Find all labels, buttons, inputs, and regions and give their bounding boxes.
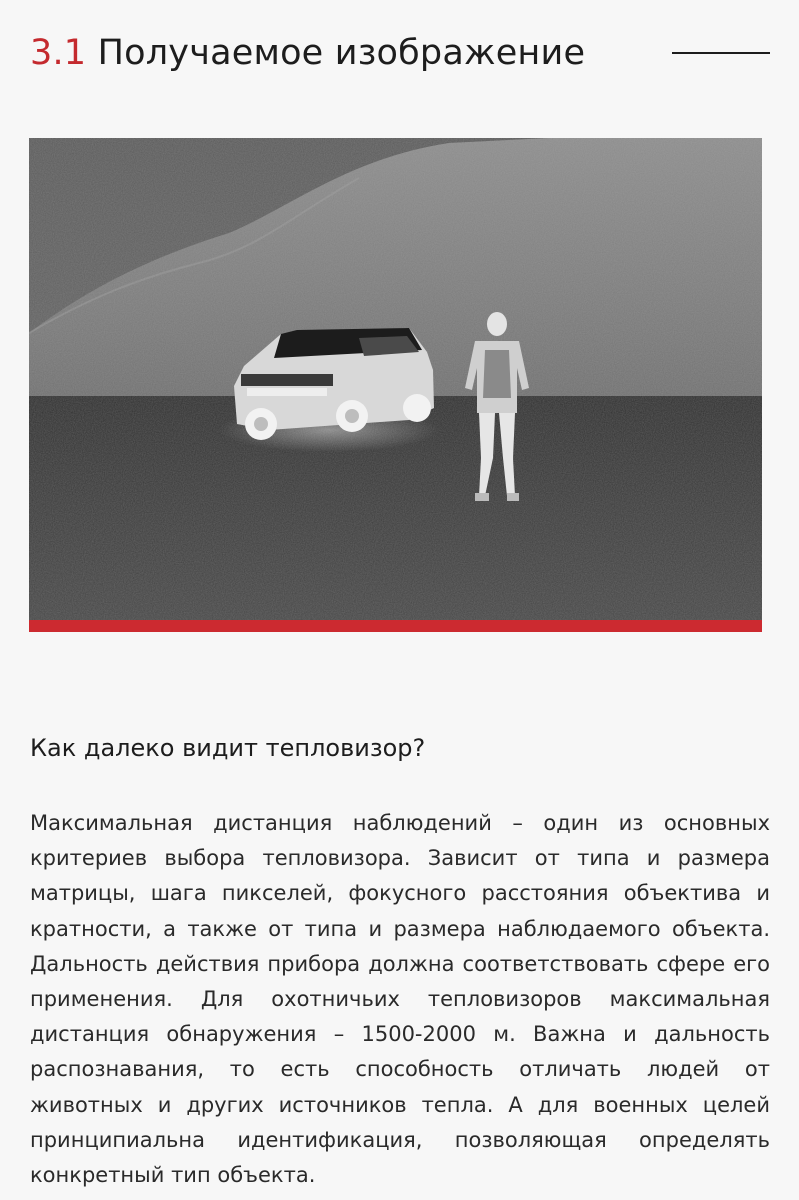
article-subheading: Как далеко видит тепловизор? — [30, 734, 426, 762]
section-title — [30, 28, 770, 78]
thermal-image — [29, 138, 762, 620]
article-paragraph: Максимальная дистанция наблюдений – один из основных критериев выбора тепловизора. Зависит от типа и размера матрицы, шага пикселей, фокусного расстояния объектива и кратности, а также от типа и размера наблюдаемого объекта. Дальность действия прибора должна соответствовать сфере его применения. Для охотничьих тепловизоров максимальная дистанция обнаружения – 1500-2000 м. Важна и дальность распознавания, то есть способность отличать людей от животных и других источников тепла. А для военных целей принципиальна идентификация, позволяющая определять конкретный тип объекта. — [30, 811, 770, 1188]
section-number: 3.1 — [30, 33, 87, 73]
section-header — [30, 28, 770, 78]
thermal-figure — [29, 138, 762, 632]
section-title-text: Получаемое изображение — [97, 33, 586, 73]
accent-bar — [29, 620, 762, 632]
header-divider — [672, 52, 770, 54]
